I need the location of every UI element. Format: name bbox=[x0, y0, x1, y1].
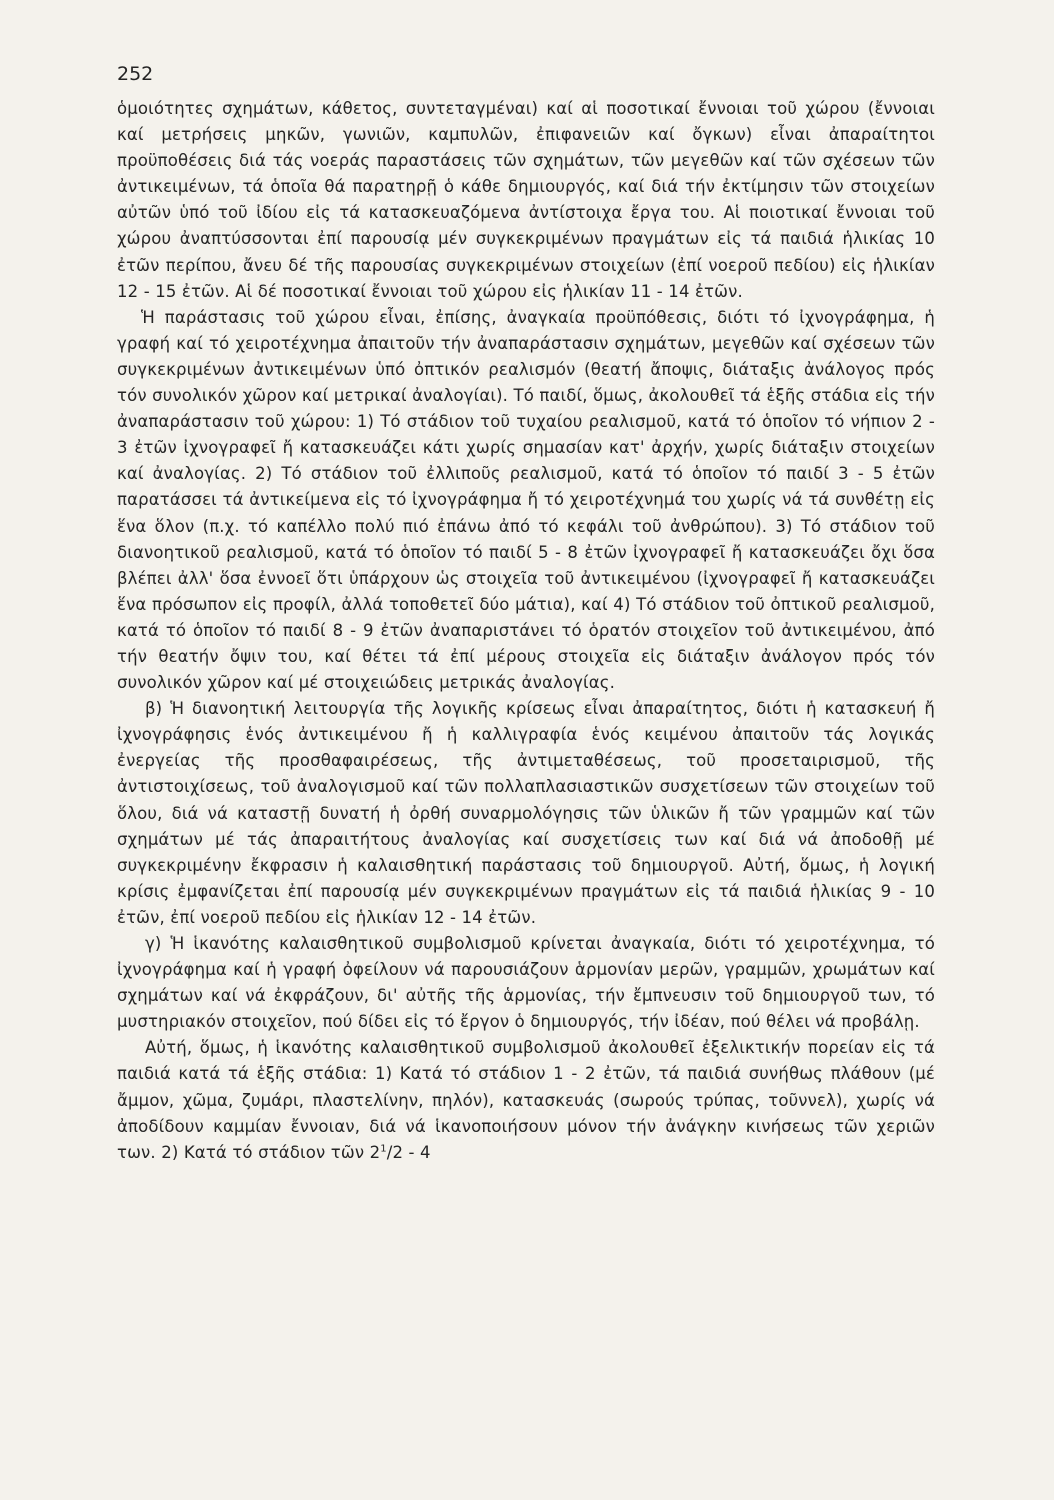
fraction-tail: - 4 bbox=[403, 1142, 431, 1162]
paragraph-logical-judgment: β) Ἡ διανοητική λειτουργία τῆς λογικῆς κρίσεως εἶναι ἀπαραίτητος, διότι ἡ κατασκευή ἤ ἰχνογράφησις ἑνός ἀντικειμένου ἤ ἡ καλλιγραφία ἑνός κειμένου ἀπαιτοῦν τάς λογικάς ἐνεργείας τῆς προσθαφαιρέσεως, τῆς ἀντιμεταθέσεως, τοῦ προσεταιρισμοῦ, τῆς ἀντιστοιχίσεως, τοῦ ἀναλογισμοῦ καί τῶν πολλαπλασιαστικῶν συσχετίσεων τῶν στοιχείων τοῦ ὅλου, διά νά καταστῇ δυνατή ἡ ὀρθή συναρμολόγησις τῶν ὑλικῶν ἤ τῶν γραμμῶν καί τῶν σχημάτων μέ τάς ἀπαραιτήτους ἀναλογίας καί συσχετίσεις των καί διά νά ἀποδοθῇ μέ συγκεκριμένην ἔκφρασιν ἡ καλαισθητική παράστασις τοῦ δημιουργοῦ. Αὐτή, ὅμως, ἡ λογική κρίσις ἐμφανίζεται ἐπί παρουσίᾳ μέν συγκεκριμένων πραγμάτων εἰς τά παιδιά ἡλικίας 9 - 10 ἐτῶν, ἐπί νοεροῦ πεδίου εἰς ἡλικίαν 12 - 14 ἐτῶν. bbox=[117, 699, 935, 927]
fraction-numerator: 1 bbox=[380, 1143, 387, 1155]
paragraph-developmental-stages bbox=[117, 1035, 935, 1165]
page-number: 252 bbox=[117, 63, 154, 85]
fraction-denominator: /2 bbox=[386, 1142, 404, 1162]
paragraph-spatial-concepts: ὁμοιότητες σχημάτων, κάθετος, συντεταγμέναι) καί αἱ ποσοτικαί ἔννοιαι τοῦ χώρου (ἔννοιαι καί μετρήσεις μηκῶν, γωνιῶν, καμπυλῶν, ἐπιφανειῶν καί ὄγκων) εἶναι ἀπαραίτητοι προϋποθέσεις διά τάς νοεράς παραστάσεις τῶν σχημάτων, τῶν μεγεθῶν καί τῶν σχέσεων τῶν ἀντικειμένων, τά ὁποῖα θά παρατηρῇ ὁ κάθε δημιουργός, καί διά τήν ἐκτίμησιν τῶν στοιχείων αὐτῶν ὑπό τοῦ ἰδίου εἰς τά κατασκευαζόμενα ἀντίστοιχα ἔργα του. Αἱ ποιοτικαί ἔννοιαι τοῦ χώρου ἀναπτύσσονται ἐπί παρουσίᾳ μέν συγκεκριμένων πραγμάτων εἰς τά παιδιά ἡλικίας 10 ἐτῶν περίπου, ἄνευ δέ τῆς παρουσίας συγκεκριμένων στοιχείων (ἐπί νοεροῦ πεδίου) εἰς ἡλικίαν 12 - 15 ἐτῶν. Αἱ δέ ποσοτικαί ἔννοιαι τοῦ χώρου εἰς ἡλικίαν 11 - 14 ἐτῶν. bbox=[117, 99, 935, 301]
paragraph-space-representation: Ἡ παράστασις τοῦ χώρου εἶναι, ἐπίσης, ἀναγκαία προϋπόθεσις, διότι τό ἰχνογράφημα, ἡ γραφή καί τό χειροτέχνημα ἀπαιτοῦν τήν ἀναπαράστασιν σχημάτων, μεγεθῶν καί σχέσεων τῶν συγκεκριμένων ἀντικειμένων ὑπό ὀπτικόν ρεαλισμόν (θεατή ἄποψις, διάταξις ἀνάλογος πρός τόν συνολικόν χῶρον καί μετρικαί ἀναλογίαι). Τό παιδί, ὅμως, ἀκολουθεῖ τά ἑξῆς στάδια εἰς τήν ἀναπαράστασιν τοῦ χώρου: 1) Τό στάδιον τοῦ τυχαίου ρεαλισμοῦ, κατά τό ὁποῖον τό νήπιον 2 - 3 ἐτῶν ἰχνογραφεῖ ἤ κατασκευάζει κάτι χωρίς σημασίαν κατ' ἀρχήν, χωρίς διάταξιν στοιχείων καί ἀναλογίας. 2) Τό στάδιον τοῦ ἐλλιποῦς ρεαλισμοῦ, κατά τό ὁποῖον τό παιδί 3 - 5 ἐτῶν παρατάσσει τά ἀντικείμενα εἰς τό ἰχνογράφημα ἤ τό χειροτέχνημά του χωρίς νά τά συνθέτῃ εἰς ἕνα ὅλον (π.χ. τό καπέλλο πολύ πιό ἐπάνω ἀπό τό κεφάλι τοῦ ἀνθρώπου). 3) Τό στάδιον τοῦ διανοητικοῦ ρεαλισμοῦ, κατά τό ὁποῖον τό παιδί 5 - 8 ἐτῶν ἰχνογραφεῖ ἤ κατασκευάζει ὄχι ὅσα βλέπει ἀλλ' ὅσα ἐννοεῖ ὅτι ὑπάρχουν ὡς στοιχεῖα τοῦ ἀντικειμένου (ἰχνογραφεῖ ἤ κατασκευάζει ἕνα πρόσωπον εἰς προφίλ, ἀλλά τοποθετεῖ δύο μάτια), καί 4) Τό στάδιον τοῦ ὀπτικοῦ ρεαλισμοῦ, κατά τό ὁποῖον τό παιδί 8 - 9 ἐτῶν ἀναπαριστάνει τό ὁρατόν στοιχεῖον τοῦ ἀντικειμένου, ἀπό τήν θεατήν ὄψιν του, καί θέτει τά ἐπί μέρους στοιχεῖα εἰς διάταξιν ἀνάλογον πρός τόν συνολικόν χῶρον καί μέ στοιχειώδεις μετρικάς ἀναλογίας. bbox=[117, 307, 935, 693]
body-text bbox=[117, 96, 935, 1166]
stages-text: Αὐτή, ὅμως, ἡ ἱκανότης καλαισθητικοῦ συμβολισμοῦ ἀκολουθεῖ ἐξελικτικήν πορείαν εἰς τά παιδιά κατά τά ἑξῆς στάδια: 1) Κατά τό στάδιον 1 - 2 ἐτῶν, τά παιδιά συνήθως πλάθουν (μέ ἄμμον, χῶμα, ζυμάρι, πλαστελίνην, πηλόν), κατασκευάς (σωρούς τρύπας, τοῦννελ), χωρίς νά ἀποδίδουν καμμίαν ἔννοιαν, διά νά ἱκανοποιήσουν μόνον τήν ἀνάγκην κινήσεως τῶν χεριῶν των. 2) Κατά τό στάδιον τῶν 2 bbox=[117, 1038, 935, 1162]
paragraph-aesthetic-symbolism: γ) Ἡ ἱκανότης καλαισθητικοῦ συμβολισμοῦ κρίνεται ἀναγκαία, διότι τό χειροτέχνημα, τό ἰχνογράφημα καί ἡ γραφή ὀφείλουν νά παρουσιάζουν ἁρμονίαν μερῶν, γραμμῶν, χρωμάτων καί σχημάτων καί νά ἐκφράζουν, δι' αὐτῆς τῆς ἁρμονίας, τήν ἔμπνευσιν τοῦ δημιουργοῦ των, τό μυστηριακόν στοιχεῖον, πού δίδει εἰς τό ἔργον ὁ δημιουργός, τήν ἰδέαν, πού θέλει νά προβάλῃ. bbox=[117, 934, 935, 1032]
age-fraction bbox=[380, 1143, 430, 1162]
